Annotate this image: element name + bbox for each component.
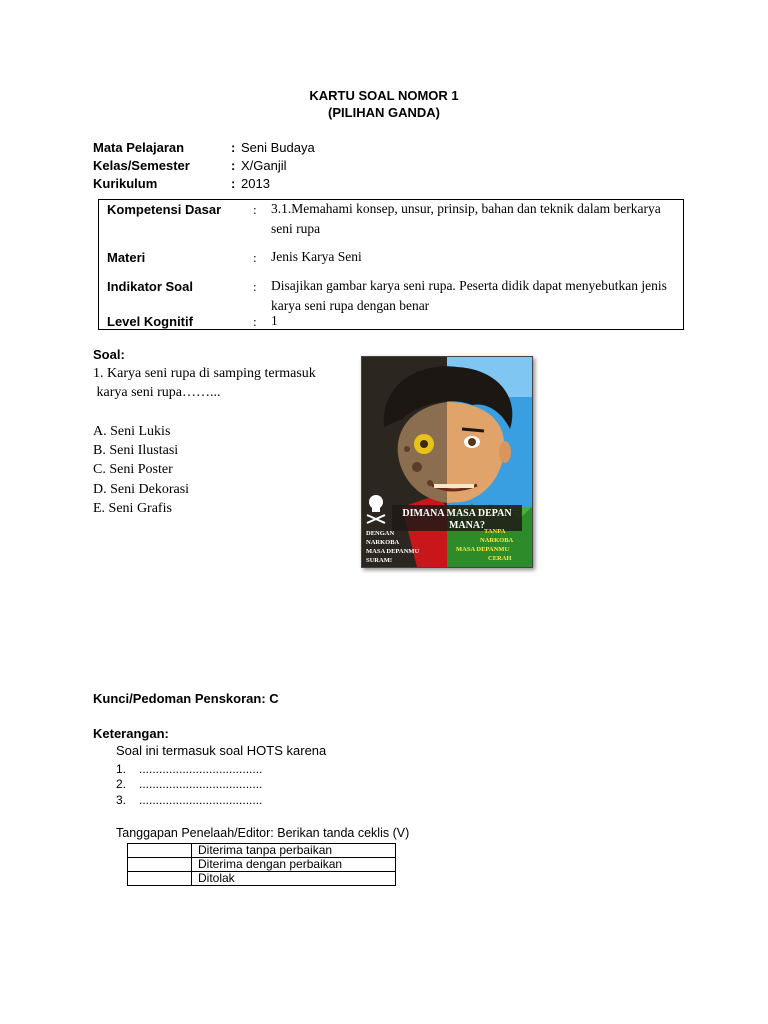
- kd-value-material: Jenis Karya Seni: [271, 249, 362, 264]
- notes-intro: Soal ini termasuk soal HOTS karena: [116, 743, 327, 758]
- editor-option-label: Diterima dengan perbaikan: [192, 858, 396, 872]
- poster-left-text-1: DENGAN: [366, 530, 395, 537]
- question-text-line2: karya seni rupa……...: [93, 385, 221, 400]
- table-row: [128, 872, 396, 886]
- option-a: A. Seni Lukis: [93, 424, 171, 439]
- kd-value-competency: 3.1.Memahami konsep, unsur, prinsip, bahan dan teknik dalam berkarya seni rupa: [271, 201, 661, 236]
- meta-value-curriculum: 2013: [241, 176, 270, 191]
- kd-colon: :: [253, 202, 257, 217]
- kd-colon: :: [253, 250, 257, 265]
- kd-value-level: 1: [271, 313, 278, 328]
- poster-illustration: [362, 357, 532, 567]
- meta-label-curriculum: Kurikulum: [93, 176, 158, 191]
- notes-item-number: 1.: [116, 762, 127, 776]
- meta-colon: :: [231, 158, 236, 173]
- table-row: [128, 844, 396, 858]
- meta-value-subject: Seni Budaya: [241, 140, 315, 155]
- poster-left-text-2: NARKOBA: [366, 539, 400, 546]
- editor-option-label: Diterima tanpa perbaikan: [192, 844, 396, 858]
- option-c: C. Seni Poster: [93, 462, 173, 477]
- kd-colon: :: [253, 314, 257, 329]
- notes-item-text: .....................................: [139, 762, 263, 776]
- meta-colon: :: [231, 140, 236, 155]
- kd-label-competency: Kompetensi Dasar: [107, 202, 222, 217]
- meta-value-class: X/Ganjil: [241, 158, 287, 173]
- meta-label-subject: Mata Pelajaran: [93, 140, 185, 155]
- kd-label-indicator: Indikator Soal: [107, 279, 193, 294]
- kd-value-indicator: Disajikan gambar karya seni rupa. Peserta didik dapat menyebutkan jenis karya seni rupa dengan benar: [271, 278, 667, 313]
- meta-label-class: Kelas/Semester: [93, 158, 190, 173]
- poster-left-text-4: SURAM!: [366, 557, 392, 564]
- meta-colon: :: [231, 176, 236, 191]
- card-title: KARTU SOAL NOMOR 1: [309, 88, 459, 103]
- kd-colon: :: [253, 279, 257, 294]
- checkbox-cell[interactable]: [128, 844, 192, 858]
- question-heading: Soal:: [93, 347, 125, 362]
- notes-heading: Keterangan:: [93, 726, 169, 741]
- notes-item-text: .....................................: [139, 793, 263, 807]
- checkbox-cell[interactable]: [128, 872, 192, 886]
- poster-headline-1: DIMANA MASA DEPAN: [402, 508, 512, 519]
- question-text-line1: 1. Karya seni rupa di samping termasuk: [93, 366, 316, 381]
- option-e: E. Seni Grafis: [93, 501, 172, 516]
- poster-right-text-1: TANPA: [484, 528, 506, 535]
- checkbox-cell[interactable]: [128, 858, 192, 872]
- poster-image: [361, 356, 533, 568]
- poster-right-text-2: NARKOBA: [480, 537, 514, 544]
- poster-right-text-4: CERAH: [488, 555, 512, 562]
- card-subtitle: (PILIHAN GANDA): [328, 105, 440, 120]
- editor-prompt: Tanggapan Penelaah/Editor: Berikan tanda ceklis (V): [116, 826, 410, 840]
- option-b: B. Seni Ilustasi: [93, 443, 179, 458]
- editor-option-label: Ditolak: [192, 872, 396, 886]
- notes-item-text: .....................................: [139, 777, 263, 791]
- kd-label-level: Level Kognitif: [107, 314, 193, 329]
- table-row: [128, 858, 396, 872]
- notes-item-number: 3.: [116, 793, 127, 807]
- editor-table: [127, 843, 396, 886]
- kd-label-material: Materi: [107, 250, 146, 265]
- poster-headline-2: MANA?: [448, 520, 486, 531]
- answer-key: Kunci/Pedoman Penskoran: C: [93, 691, 279, 706]
- notes-item-number: 2.: [116, 777, 127, 791]
- option-d: D. Seni Dekorasi: [93, 482, 190, 497]
- poster-left-text-3: MASA DEPANMU: [366, 548, 420, 555]
- poster-right-text-3: MASA DEPANMU: [456, 546, 510, 553]
